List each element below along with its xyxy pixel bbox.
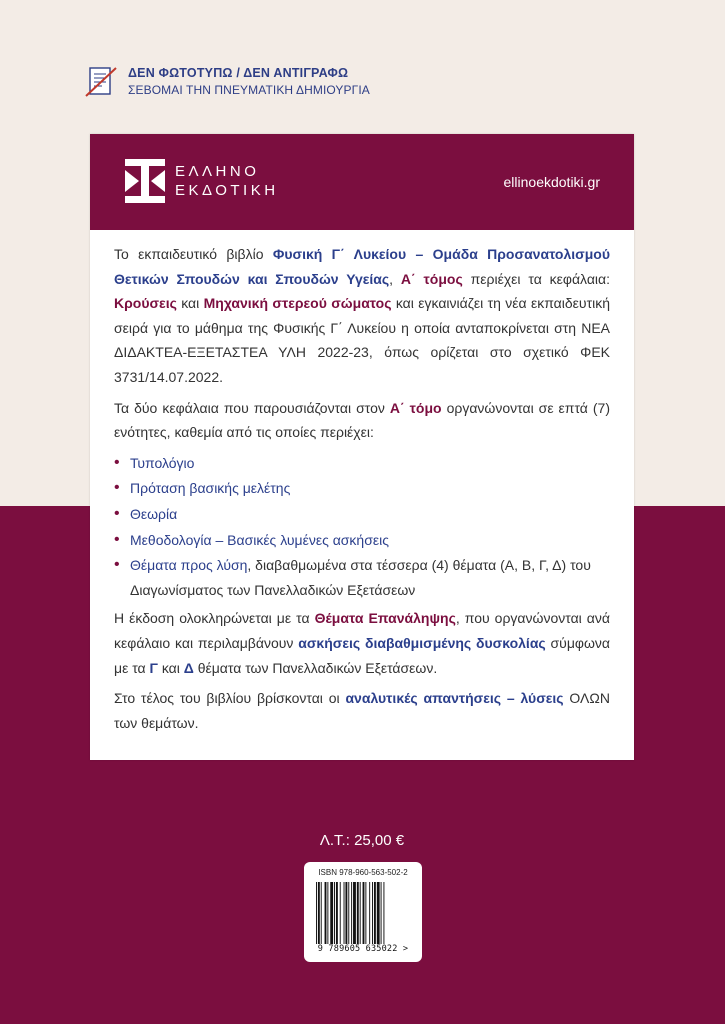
barcode-bar xyxy=(383,882,384,944)
text: Το εκπαιδευτικό βιβλίο xyxy=(114,246,273,262)
chapter-rigid-body: Μηχανική στερεού σώματος xyxy=(203,295,392,312)
text: Τα δύο κεφάλαια που παρουσιάζονται στον xyxy=(114,399,390,416)
book-title: Φυσική Γ΄ Λυκείου – Ομάδα Προσανατολισμού Θετικών Σπουδών και Σπουδών Υγείας xyxy=(114,246,610,287)
unit-label: Πρόταση βασικής μελέτης xyxy=(130,480,291,497)
publisher-logo-icon xyxy=(125,159,165,203)
text: και xyxy=(176,295,204,312)
text: Η έκδοση ολοκληρώνεται με τα xyxy=(114,610,315,627)
volume-label: Α΄ τόμος xyxy=(400,270,463,287)
solutions-label: αναλυτικές απαντήσεις – λύσεις xyxy=(345,690,564,707)
barcode-bar xyxy=(321,882,322,944)
description-panel xyxy=(90,134,634,760)
unit-label: Θεωρία xyxy=(130,505,178,522)
barcode-bar xyxy=(325,882,327,944)
paragraph-intro xyxy=(114,242,610,390)
unit-label: Τυπολόγιο xyxy=(130,454,195,471)
barcode-bar xyxy=(336,882,338,944)
text: και εγκαινιάζει τη νέα εκπαιδευτική σειρά για το μάθημα της Φυσικής Γ΄ Λυκείου η οποία ανταποκρίνεται στη ΝΕΑ ΔΙΔΑΚΤΕΑ-ΕΞΕΤΑΣΤΕΑ ΥΛΗ 2022-23, όπως ορίζεται στο σχετικό ΦΕΚ 3731/14.07.2022. xyxy=(114,295,610,385)
text: οργανώνονται σε επτά (7) ενότητες, καθεμία από τις οποίες περιέχει: xyxy=(114,399,610,441)
notice-line2: ΣΕΒΟΜΑΙ ΤΗΝ ΠΝΕΥΜΑΤΙΚΗ ΔΗΜΙΟΥΡΓΙΑ xyxy=(128,83,370,97)
barcode-bar xyxy=(377,882,380,944)
barcode-bar xyxy=(330,882,333,944)
barcode-number: 9 789605 635022 > xyxy=(317,944,409,954)
isbn-text: ISBN 978-960-563-502-2 xyxy=(318,868,408,877)
no-photocopy-icon xyxy=(84,64,120,100)
barcode-bar xyxy=(369,882,370,944)
barcode-bar xyxy=(372,882,373,944)
units-list xyxy=(114,451,610,603)
barcode-bar xyxy=(348,882,349,944)
publisher-name-line1: ΕΛΛΗΝΟ xyxy=(175,163,260,180)
barcode-bar xyxy=(334,882,335,944)
topic-d: Δ xyxy=(183,659,194,676)
volume-label: Α΄ τόμο xyxy=(389,399,442,416)
barcode-bar xyxy=(381,882,382,944)
barcode-bar xyxy=(340,882,341,944)
publisher-name-line2: ΕΚΔΟΤΙΚΗ xyxy=(175,182,279,199)
barcode-bar xyxy=(344,882,345,944)
barcode-bars xyxy=(316,882,410,944)
review-topics: Θέματα Επανάληψης xyxy=(314,610,456,627)
list-item xyxy=(114,553,610,602)
barcode-bar xyxy=(345,882,347,944)
notice-line1: ΔΕΝ ΦΩΤΟΤΥΠΩ / ΔΕΝ ΑΝΤΙΓΡΑΦΩ xyxy=(128,66,349,80)
text: , που οργανώνονται ανά κεφάλαιο και περιλαμβάνουν xyxy=(114,610,610,651)
text: και xyxy=(157,659,184,676)
unit-label: Θέματα προς λύση xyxy=(130,557,248,574)
barcode-bar xyxy=(327,882,328,944)
text: θέματα των Πανελλαδικών Εξετάσεων. xyxy=(193,659,438,676)
text: περιέχει τα κεφάλαια: xyxy=(462,270,611,287)
text: , xyxy=(389,270,401,287)
unit-label: Μεθοδολογία – Βασικές λυμένες ασκήσεις xyxy=(130,531,389,548)
barcode-bar xyxy=(316,882,317,944)
publisher-logo xyxy=(125,159,279,203)
list-item xyxy=(114,502,610,527)
topic-g: Γ xyxy=(149,659,158,676)
text: ΟΛΩΝ των θεμάτων. xyxy=(114,690,610,731)
barcode-bar xyxy=(363,882,365,944)
publisher-header xyxy=(90,134,634,230)
barcode-bar xyxy=(351,882,352,944)
price-label: Λ.Τ.: 25,00 € xyxy=(319,832,405,849)
barcode-bar xyxy=(353,882,356,944)
isbn-barcode xyxy=(304,862,422,962)
copyright-notice xyxy=(84,64,370,100)
text: σύμφωνα με τα xyxy=(114,634,611,676)
barcode-bar xyxy=(365,882,366,944)
barcode-bar xyxy=(357,882,359,944)
paragraph-solutions xyxy=(114,686,610,735)
barcode-bar xyxy=(360,882,361,944)
list-item xyxy=(114,451,610,476)
list-item xyxy=(114,476,610,501)
unit-text: , διαβαθμωμένα στα τέσσερα (4) θέματα (Α, Β, Γ, Δ) του Διαγωνίσματος των Πανελλαδικών Εξετάσεων xyxy=(130,557,591,598)
barcode-bar xyxy=(374,882,376,944)
text: Στο τέλος του βιβλίου βρίσκονται οι xyxy=(114,690,346,707)
publisher-website[interactable]: ellinoekdotiki.gr xyxy=(503,174,600,190)
chapter-collisions: Κρούσεις xyxy=(114,295,177,312)
graded-exercises: ασκήσεις διαβαθμισμένης δυσκολίας xyxy=(298,634,546,651)
barcode-bar xyxy=(318,882,320,944)
description-text xyxy=(114,242,610,741)
paragraph-review xyxy=(114,606,610,680)
list-item xyxy=(114,528,610,553)
paragraph-structure xyxy=(114,396,610,445)
